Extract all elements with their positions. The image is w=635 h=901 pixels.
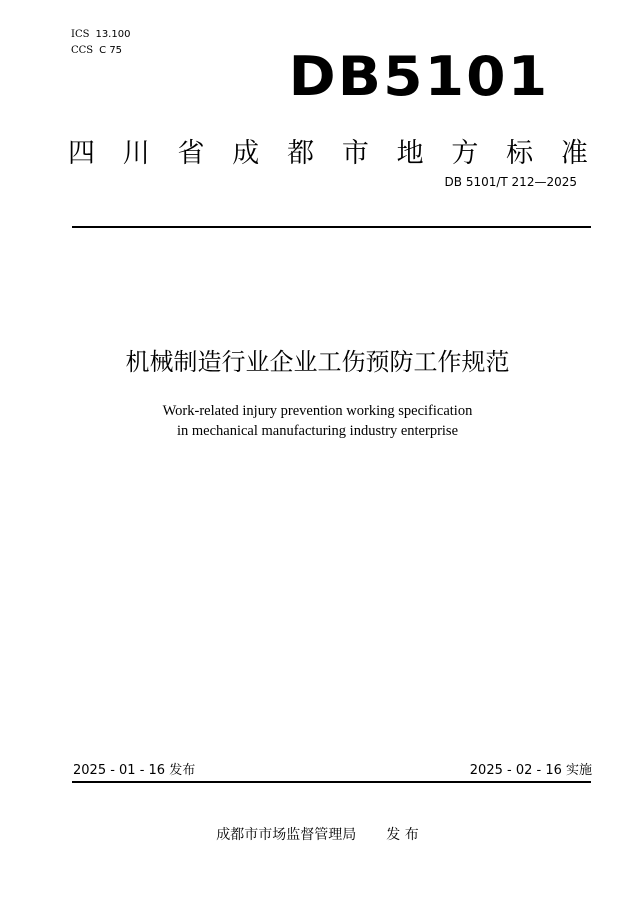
issuer-title-char: 地 bbox=[396, 138, 424, 169]
ccs-label: CCS bbox=[71, 45, 94, 56]
issuer-title-char: 川 bbox=[122, 138, 150, 169]
issuer-title-char: 方 bbox=[451, 138, 479, 169]
publisher-action: 发 布 bbox=[386, 827, 419, 843]
top-divider bbox=[72, 226, 591, 228]
issuer-title-char: 成 bbox=[232, 138, 260, 169]
document-title-en bbox=[0, 401, 635, 441]
title-en-line-1: Work-related injury prevention working specification bbox=[162, 403, 473, 419]
ccs-code: C 75 bbox=[99, 45, 123, 56]
issuer-title-char: 省 bbox=[177, 138, 205, 169]
issuer-title-char: 标 bbox=[506, 138, 534, 169]
issuer-title-char: 市 bbox=[341, 138, 369, 169]
standard-number: DB 5101/T 212—2025 bbox=[444, 175, 577, 189]
issuer-title-char: 准 bbox=[560, 138, 588, 169]
publisher bbox=[0, 825, 635, 845]
ics-label: ICS bbox=[71, 29, 90, 40]
ics-code: 13.100 bbox=[95, 29, 131, 40]
issuer-title-char: 四 bbox=[68, 138, 95, 169]
db-standard-logo: DB5101 bbox=[288, 45, 549, 108]
effective-date: 2025 - 02 - 16 实施 bbox=[469, 763, 592, 778]
title-en-line-2: in mechanical manufacturing industry enterprise bbox=[176, 423, 459, 439]
bottom-divider bbox=[72, 781, 591, 783]
ccs-classification bbox=[71, 44, 122, 58]
issue-date: 2025 - 01 - 16 发布 bbox=[73, 763, 196, 778]
document-title-zh: 机械制造行业企业工伤预防工作规范 bbox=[125, 348, 510, 376]
issuer-title bbox=[68, 138, 588, 170]
publisher-name: 成都市市场监督管理局 bbox=[216, 827, 357, 843]
issuer-title-char: 都 bbox=[287, 138, 315, 169]
ics-classification bbox=[71, 28, 130, 42]
